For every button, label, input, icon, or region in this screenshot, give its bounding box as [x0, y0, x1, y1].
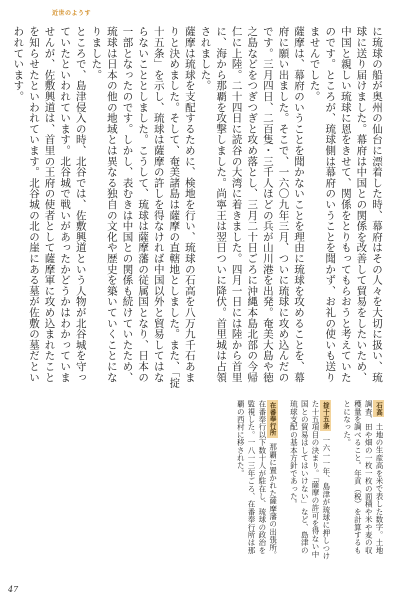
note-item — [288, 400, 331, 560]
section-title: 近世のようす — [52, 10, 92, 17]
paragraph: 薩摩は、幕府のいうことを聞かないことを理由に琉球を攻めることを、幕府に願い出ました。そこで、一六〇九年三月、ついに琉球に攻め込んだのです。三月四日、二百隻・三千人ほどの兵が山川港を出発。奄美大島や徳之島などをつぎつぎと攻め落とし、三月二十日ごろに沖縄本島北部の今帰仁に上陸。二十四日に読谷の大湾に着きました。四月一日には陸から首里に、海から那覇を攻撃しました。尚寧王は翌日ついに降伏。首里城は占領されました。 — [199, 26, 306, 383]
main-text — [12, 26, 384, 391]
note-text: 土地の生産高を米で表した数字。土地調査、田や畑の一枚一枚の面積や米や麦の収穫量を調べること。年貢（税）を計算するもとになった。 — [342, 400, 384, 554]
margin-strip — [0, 0, 3, 600]
note-item — [234, 400, 277, 560]
note-text: 那覇に置かれた薩摩藩の出張所。在番奉行以下数十人が駐在し、琉球の政治を監視した。一八一三年ごろ、在番奉行所は那覇の西村に移された。 — [236, 400, 278, 559]
glossary-notes — [38, 400, 384, 560]
note-keyword: 石高 — [375, 402, 383, 416]
paragraph: 薩摩は琉球を支配するために、検地を行い、琉球の石高を八万九千石あまりと決めました。そして、奄美諸島は薩摩の直轄地としました。また、「掟十五条」を示し、琉球は薩摩の許しを得なければ中国以外と貿易してはならないこととしました。こうして、琉球は薩摩藩の従属国となり、日本の一部となったのです。しかし、表むきは中国との関係も続けていたため、琉球は日本の他の地域とは異なる独自の文化や歴史を築いていくことになりました。 — [90, 26, 196, 388]
note-text: 一六一一年、島津が琉球に押しつけた十五項目の決まり。「薩摩の許可を得ない中国との貿易はしてはいけない」など、島津の琉球支配の基本方針であった。 — [289, 400, 331, 560]
note-keyword: 在番奉行所 — [268, 402, 277, 436]
page-number: 47 — [8, 585, 19, 594]
paragraph: に琉球の船が奥州の仙台に漂着した時、幕府はその人々を大切に扱い、琉球に送り届けました。幕府は中国との関係を改善して貿易をしたいため、中国と親しい琉球に恩をきせて、関係をとりもってもらおうと考えていたのです。ところが、琉球側は幕府のいうことを聞かず、お礼の使いも送りませんでした。 — [308, 26, 383, 383]
note-item — [341, 400, 384, 560]
paragraph: ところで、島津侵入の時、北谷では、佐敷興道という人物が北谷城を守っていたといわれています。北谷城で戦いがあったかどうかはわかっていませんが、佐敷興道は、首里の王府の使者として薩摩軍に攻め込まれたことを知らせたといわれています。北谷城の北の崖にある墓が佐敷の墓だといわれています。 — [12, 26, 87, 383]
note-keyword: 掟十五条 — [321, 402, 330, 429]
